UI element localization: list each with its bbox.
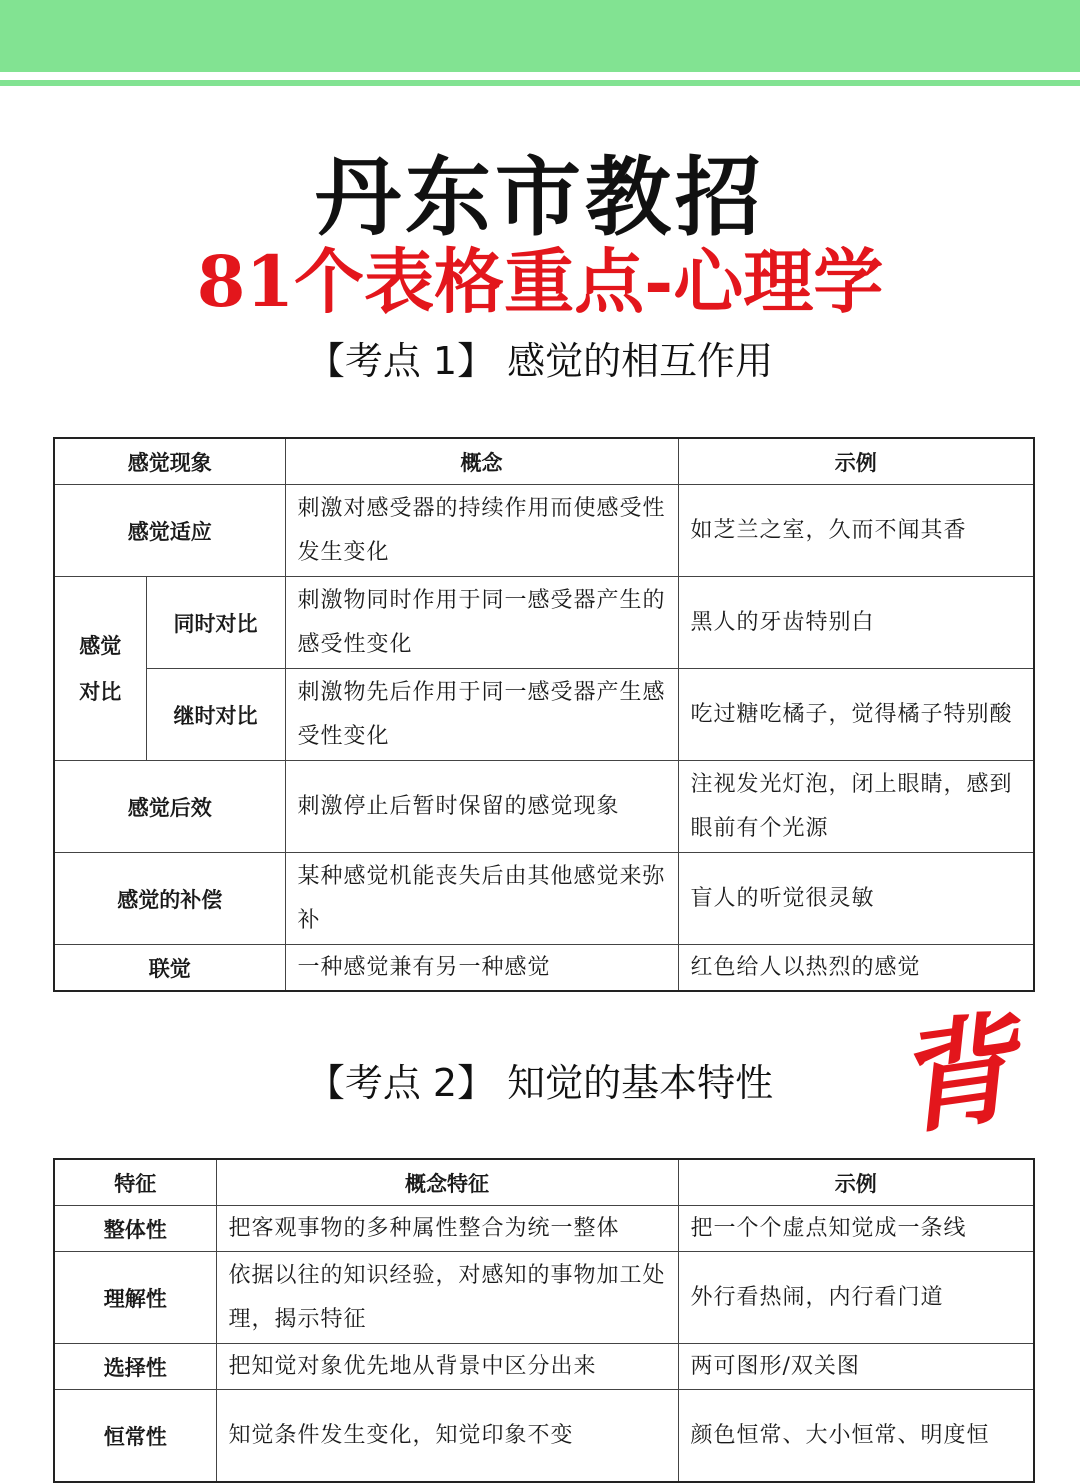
table-row	[54, 669, 1034, 761]
row-concept: 刺激物先后作用于同一感受器产生感受性变化	[285, 669, 678, 761]
header-cell: 感觉现象	[54, 438, 285, 485]
page-subtitle: 81个表格重点-心理学	[196, 240, 884, 323]
table-row	[54, 1344, 1034, 1390]
row-example: 两可图形/双关图	[678, 1344, 1034, 1390]
row-group-name	[54, 577, 146, 761]
row-name: 选择性	[54, 1344, 216, 1390]
top-green-line	[0, 80, 1080, 86]
header-cell: 示例	[678, 438, 1034, 485]
header-cell: 概念特征	[216, 1159, 678, 1206]
table-row	[54, 485, 1034, 577]
row-example: 颜色恒常、大小恒常、明度恒	[678, 1390, 1034, 1483]
perception-table	[53, 1158, 1035, 1483]
header-cell: 示例	[678, 1159, 1034, 1206]
row-example: 注视发光灯泡，闭上眼睛，感到眼前有个光源	[678, 761, 1034, 853]
table-row	[54, 577, 1034, 669]
table-row	[54, 853, 1034, 945]
row-concept: 某种感觉机能丧失后由其他感觉来弥补	[285, 853, 678, 945]
table-row	[54, 761, 1034, 853]
table-row	[54, 1206, 1034, 1252]
row-concept: 把客观事物的多种属性整合为统一整体	[216, 1206, 678, 1252]
page-title: 丹东市教招	[315, 148, 765, 248]
section2-heading: 【考点 2】 知觉的基本特性	[306, 1061, 774, 1105]
group-line1: 感觉	[79, 633, 122, 658]
row-name: 感觉后效	[54, 761, 285, 853]
row-name: 理解性	[54, 1252, 216, 1344]
row-concept: 一种感觉兼有另一种感觉	[285, 945, 678, 992]
section1-heading: 【考点 1】 感觉的相互作用	[306, 339, 774, 383]
row-name: 感觉的补偿	[54, 853, 285, 945]
row-concept: 把知觉对象优先地从背景中区分出来	[216, 1344, 678, 1390]
row-name: 同时对比	[146, 577, 285, 669]
table-row	[54, 1390, 1034, 1483]
row-name: 恒常性	[54, 1390, 216, 1483]
row-name: 感觉适应	[54, 485, 285, 577]
row-example: 红色给人以热烈的感觉	[678, 945, 1034, 992]
table-header-row	[54, 1159, 1034, 1206]
recite-stamp: 背	[886, 997, 1024, 1152]
sensation-table	[53, 437, 1035, 992]
group-line2: 对比	[79, 679, 122, 704]
row-name: 联觉	[54, 945, 285, 992]
table-row	[54, 1252, 1034, 1344]
row-concept: 刺激物同时作用于同一感受器产生的感受性变化	[285, 577, 678, 669]
row-name: 整体性	[54, 1206, 216, 1252]
row-concept: 刺激对感受器的持续作用而使感受性发生变化	[285, 485, 678, 577]
row-example: 黑人的牙齿特别白	[678, 577, 1034, 669]
table-row	[54, 945, 1034, 992]
table-header-row	[54, 438, 1034, 485]
row-example: 吃过糖吃橘子，觉得橘子特别酸	[678, 669, 1034, 761]
header-cell: 概念	[285, 438, 678, 485]
row-name: 继时对比	[146, 669, 285, 761]
header-cell: 特征	[54, 1159, 216, 1206]
row-example: 如芝兰之室，久而不闻其香	[678, 485, 1034, 577]
row-example: 盲人的听觉很灵敏	[678, 853, 1034, 945]
top-green-band	[0, 0, 1080, 72]
row-example: 外行看热闹，内行看门道	[678, 1252, 1034, 1344]
row-concept: 知觉条件发生变化，知觉印象不变	[216, 1390, 678, 1483]
row-concept: 依据以往的知识经验，对感知的事物加工处理，揭示特征	[216, 1252, 678, 1344]
row-concept: 刺激停止后暂时保留的感觉现象	[285, 761, 678, 853]
row-example: 把一个个虚点知觉成一条线	[678, 1206, 1034, 1252]
